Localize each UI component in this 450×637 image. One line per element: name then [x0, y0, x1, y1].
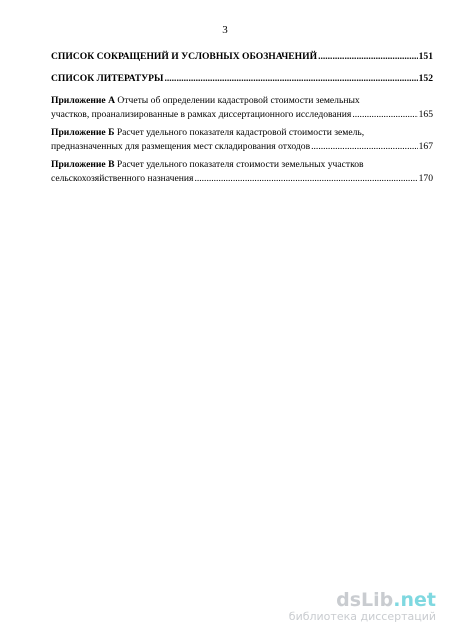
appendix-title-line-2: участков, проанализированные в рамках диссертационного исследования — [51, 109, 352, 120]
appendix-label: Приложение А — [51, 95, 115, 106]
appendix-title-line-1: Расчет удельного показателя кадастровой стоимости земель, — [116, 127, 365, 138]
toc-entry-title: СПИСОК ЛИТЕРАТУРЫ — [51, 73, 164, 84]
appendix-title-line-2: предназначенных для размещения мест складирования отходов — [51, 141, 311, 152]
toc-entry-page: 151 — [418, 51, 433, 62]
toc-entry-appendix-c[interactable] — [51, 158, 433, 186]
toc-entry-page: 152 — [418, 73, 433, 84]
dot-leader — [311, 140, 417, 154]
watermark-brand — [256, 590, 436, 610]
watermark-subtitle: библиотека диссертаций — [288, 610, 436, 623]
appendix-title-line-1: Расчет удельного показателя стоимости земельных участков — [116, 159, 364, 170]
dot-leader — [352, 108, 417, 122]
appendix-title-line-1: Отчеты об определении кадастровой стоимости земельных — [117, 95, 360, 106]
watermark-logo — [256, 590, 436, 623]
appendix-label: Приложение В — [51, 159, 115, 170]
toc-entry-page: 167 — [418, 141, 433, 152]
watermark-brand-main: dsLib — [336, 589, 394, 611]
toc-entry-abbreviations[interactable] — [51, 50, 433, 64]
table-of-contents — [51, 50, 433, 190]
toc-entry-appendix-b[interactable] — [51, 126, 433, 154]
dot-leader — [194, 172, 417, 186]
toc-entry-page: 165 — [418, 109, 433, 120]
dot-leader — [164, 72, 417, 86]
toc-entry-title: СПИСОК СОКРАЩЕНИЙ И УСЛОВНЫХ ОБОЗНАЧЕНИЙ — [51, 51, 318, 62]
appendix-label: Приложение Б — [51, 127, 115, 138]
page-number: 3 — [222, 24, 228, 36]
dot-leader — [318, 50, 418, 64]
toc-entry-appendix-a[interactable] — [51, 94, 433, 122]
toc-entry-page: 170 — [418, 173, 433, 184]
appendix-title-line-2: сельскохозяйственного назначения — [51, 173, 194, 184]
toc-entry-references[interactable] — [51, 72, 433, 86]
watermark-brand-accent: .net — [393, 589, 436, 611]
